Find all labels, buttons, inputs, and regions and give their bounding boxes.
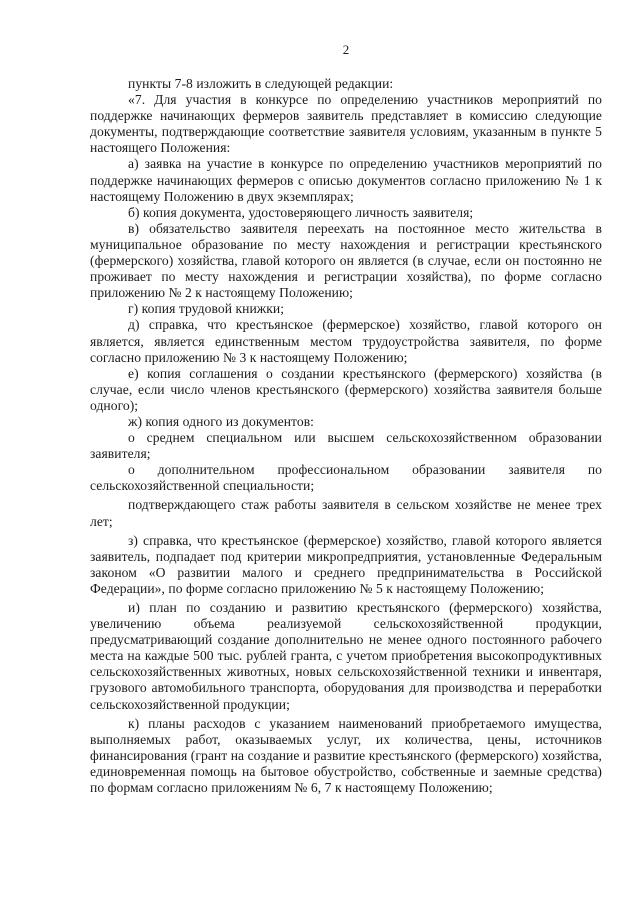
- item-b-paragraph: б) копия документа, удостоверяющего личность заявителя;: [128, 204, 474, 220]
- item-v-paragraph: в) обязательство заявителя переехать на постоянное место жительства в муниципальное образование по месту нахождения и регистрации крестьянского (фермерского) хозяйства, главой которого он является (в случае, если он постоянно не проживает по месту нахождения и регистрации хозяйства), по форме согласно приложению № 2 к настоящему Положению;: [90, 220, 602, 301]
- item-zh-paragraph: ж) копия одного из документов:: [128, 413, 315, 429]
- item-a-paragraph: а) заявка на участие в конкурсе по определению участников мероприятий по поддержке начинающих фермеров с описью документов согласно приложению № 1 к настоящему Положению в двух экземплярах;: [90, 156, 602, 204]
- intro-paragraph: пункты 7-8 изложить в следующей редакции:: [128, 76, 394, 91]
- page-number: 2: [342, 42, 350, 57]
- subitem-experience-paragraph: подтверждающего стаж работы заявителя в сельском хозяйстве не менее трех лет;: [90, 497, 602, 529]
- item-k-paragraph: к) планы расходов с указанием наименований приобретаемого имущества, выполняемых работ, оказываемых услуг, их количества, цены, источников финансирования (грант на создание и развитие крестьянского (фермерского) хозяйства, единовременная помощь на бытовое обустройство, собственные и заемные средства) по формам согласно приложениям № 6, 7 к настоящему Положению;: [90, 715, 602, 796]
- item-g-paragraph: г) копия трудовой книжки;: [128, 301, 285, 317]
- subitem-additional-education-paragraph: о дополнительном профессиональном образовании заявителя по сельскохозяйственной специальности;: [90, 462, 602, 494]
- subitem-education-paragraph: о среднем специальном или высшем сельскохозяйственном образовании заявителя;: [90, 430, 602, 462]
- item-d-paragraph: д) справка, что крестьянское (фермерское) хозяйство, главой которого он является, является единственным местом трудоустройства заявителя, по форме согласно приложению № 3 к настоящему Положению;: [90, 317, 602, 365]
- document-body: [90, 76, 602, 796]
- item-e-paragraph: е) копия соглашения о создании крестьянского (фермерского) хозяйства (в случае, если число членов крестьянского (фермерского) хозяйства заявителя больше одного);: [90, 365, 602, 413]
- item-i-paragraph: и) план по созданию и развитию крестьянского (фермерского) хозяйства, увеличению объема реализуемой сельскохозяйственной продукции, предусматривающий создание дополнительно не менее одного постоянного рабочего места на каждые 500 тыс. рублей гранта, с учетом приобретения высокопродуктивных сельскохозяйственных животных, новых сельскохозяйственной техники и инвентаря, грузового автомобильного транспорта, оборудования для производства и переработки сельскохозяйственной продукции;: [90, 600, 602, 712]
- clause-7-paragraph: «7. Для участия в конкурсе по определению участников мероприятий по поддержке начинающих фермеров заявитель представляет в комиссию следующие документы, подтверждающие соответствие заявителя условиям, указанным в пункте 5 настоящего Положения:: [90, 92, 602, 156]
- item-z-paragraph: з) справка, что крестьянское (фермерское) хозяйство, главой которого является заявитель, подпадает под критерии микропредприятия, установленные Федеральным законом «О развитии малого и среднего предпринимательства в Российской Федерации», по форме согласно приложению № 5 к настоящему Положению;: [90, 532, 602, 596]
